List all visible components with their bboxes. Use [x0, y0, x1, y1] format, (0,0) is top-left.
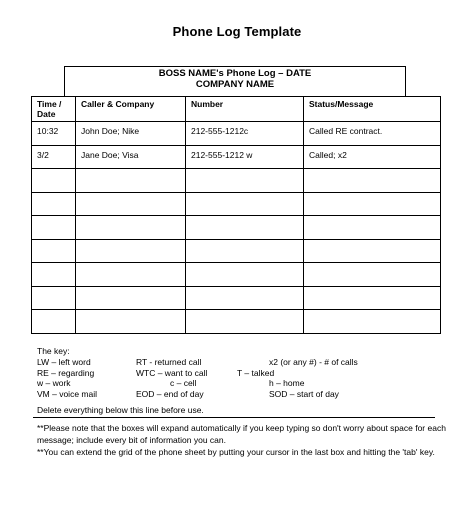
table-cell[interactable] [304, 239, 441, 263]
table-cell[interactable] [76, 192, 186, 216]
header-company-line: COMPANY NAME [195, 79, 275, 90]
table-cell[interactable]: 3/2 [32, 145, 76, 169]
table-cell[interactable] [186, 192, 304, 216]
table-cell[interactable] [186, 286, 304, 310]
table-row [32, 122, 441, 146]
table-header-row [32, 97, 441, 122]
table-cell[interactable] [32, 239, 76, 263]
table-cell[interactable] [186, 263, 304, 287]
table-cell[interactable]: 10:32 [32, 122, 76, 146]
table-cell[interactable] [76, 263, 186, 287]
log-header-box [64, 66, 406, 96]
delete-instruction: Delete everything below this line before use. [37, 405, 204, 415]
key-title: The key: [37, 346, 70, 356]
table-cell[interactable] [32, 286, 76, 310]
key-item: c – cell [170, 378, 197, 388]
table-row [32, 286, 441, 310]
table-row [32, 239, 441, 263]
table-row [32, 310, 441, 334]
table-row [32, 192, 441, 216]
table-cell[interactable] [304, 286, 441, 310]
key-item: T – talked [237, 367, 275, 378]
table-cell[interactable] [304, 169, 441, 193]
table-cell[interactable]: 212-555-1212 w [186, 145, 304, 169]
phone-log-table [31, 96, 441, 334]
note-extend-grid: **You can extend the grid of the phone sheet by putting your cursor in the last box and hitting the 'tab' key. [37, 446, 435, 457]
table-row [32, 263, 441, 287]
table-cell[interactable] [186, 216, 304, 240]
column-header-status-message: Status/Message [304, 97, 441, 122]
table-cell[interactable] [76, 286, 186, 310]
table-row [32, 216, 441, 240]
column-header-time-date: Time / Date [32, 97, 76, 122]
table-cell[interactable] [32, 192, 76, 216]
key-item: VM – voice mail [37, 388, 97, 399]
key-item: RE – regarding [37, 367, 95, 378]
column-header-caller-company: Caller & Company [76, 97, 186, 122]
key-item: RT - returned call [136, 357, 202, 367]
key-item: EOD – end of day [136, 388, 204, 399]
key-item: x2 (or any #) - # of calls [269, 357, 358, 367]
table-cell[interactable] [32, 216, 76, 240]
key-item: WTC – want to call [136, 367, 208, 378]
table-cell[interactable] [76, 239, 186, 263]
table-cell[interactable]: Called RE contract. [304, 122, 441, 146]
table-cell[interactable] [76, 169, 186, 193]
usage-notes [37, 423, 447, 458]
note-expand-boxes: **Please note that the boxes will expand automatically if you keep typing so don't worry about space for each message; include every bit of information you can. [37, 423, 446, 445]
header-boss-line: BOSS NAME's Phone Log – DATE [158, 68, 312, 79]
page-title: Phone Log Template [172, 24, 302, 39]
table-cell[interactable] [304, 192, 441, 216]
divider-line [33, 417, 435, 418]
table-cell[interactable]: Called; x2 [304, 145, 441, 169]
table-cell[interactable] [76, 310, 186, 334]
key-item: LW – left word [37, 357, 91, 367]
table-cell[interactable]: John Doe; Nike [76, 122, 186, 146]
table-cell[interactable] [186, 239, 304, 263]
table-cell[interactable] [304, 263, 441, 287]
table-cell[interactable] [32, 310, 76, 334]
key-item: SOD – start of day [269, 388, 339, 399]
table-cell[interactable] [32, 263, 76, 287]
table-cell[interactable] [304, 310, 441, 334]
table-cell[interactable] [186, 310, 304, 334]
table-cell[interactable]: 212-555-1212c [186, 122, 304, 146]
table-cell[interactable] [186, 169, 304, 193]
column-header-number: Number [186, 97, 304, 122]
table-cell[interactable]: Jane Doe; Visa [76, 145, 186, 169]
table-row [32, 169, 441, 193]
table-cell[interactable] [304, 216, 441, 240]
key-item: w – work [37, 378, 71, 388]
table-cell[interactable] [32, 169, 76, 193]
table-cell[interactable] [76, 216, 186, 240]
key-item: h – home [269, 378, 305, 388]
table-row [32, 145, 441, 169]
